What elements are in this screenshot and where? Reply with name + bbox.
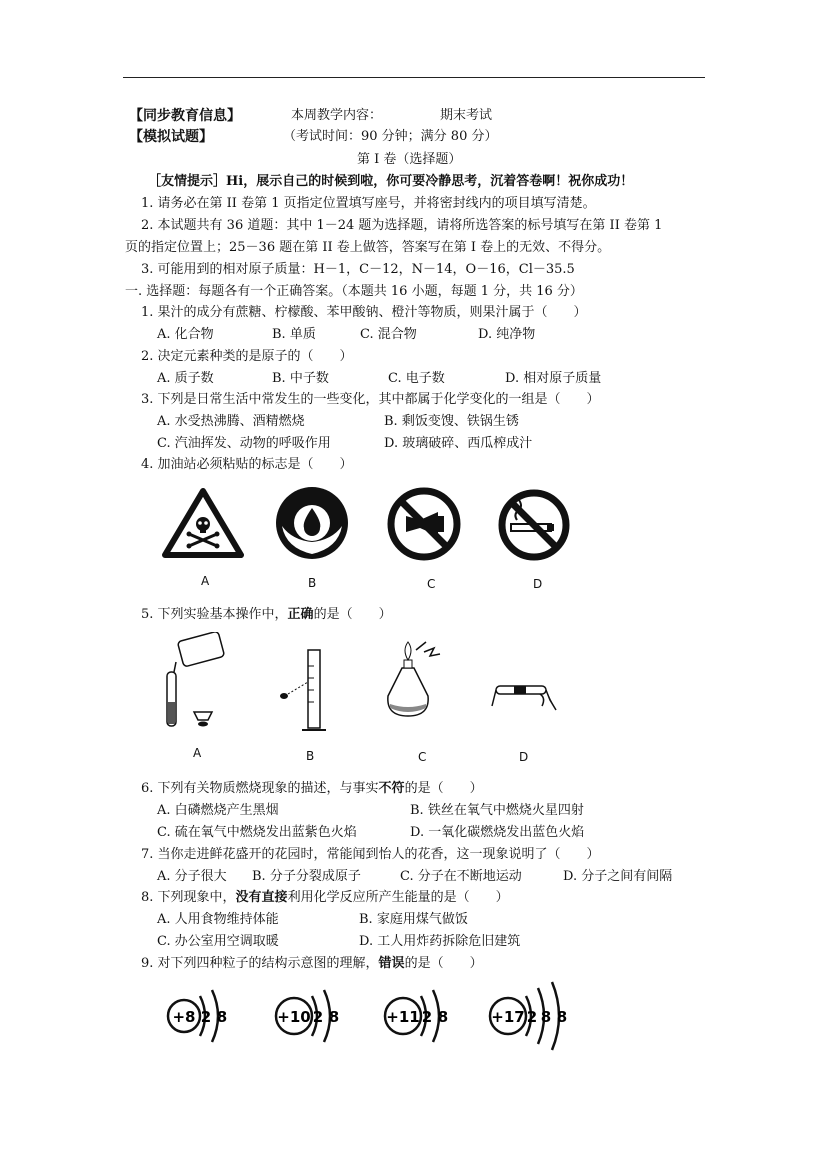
note-2-cont: 页的指定位置上；25－36 题在第 II 卷上做答，答案写在第 I 卷上的无效、不得分。 — [125, 240, 611, 255]
atom-0-shell-2: 8 — [216, 1008, 228, 1026]
q5-label-c: C — [418, 750, 427, 764]
q9-stem: 9. 对下列四种粒子的结构示意图的理解，错误的是（ ） — [141, 956, 483, 971]
q4-label-b: B — [308, 576, 317, 590]
q7-stem: 7. 当你走进鲜花盛开的花园时，常能闻到怡人的花香，这一现象说明了（ ） — [141, 847, 600, 862]
atom-3-shell-1: 2 — [526, 1008, 538, 1026]
atom-1-nucleus: +10 — [277, 1008, 311, 1026]
section-heading: 一. 选择题：每题各有一个正确答案。（本题共 16 小题，每题 1 分，共 16 分） — [125, 284, 583, 299]
volume-title: 第 I 卷（选择题） — [357, 152, 462, 167]
week-content-value: 期末考试 — [440, 108, 493, 123]
q4-label-a: A — [201, 574, 210, 588]
q5-label-d: D — [519, 750, 529, 764]
q3-option-b: B. 剩饭变馊、铁锅生锈 — [384, 414, 519, 429]
q4-label-c: C — [427, 577, 436, 591]
q4-stem: 4. 加油站必须粘贴的标志是（ ） — [141, 457, 353, 472]
q5-label-b: B — [306, 749, 315, 763]
atom-diagram-chloride-ion — [484, 974, 580, 1058]
atom-0-shell-1: 2 — [200, 1008, 212, 1026]
q3-option-a: A. 水受热沸腾、酒精燃烧 — [157, 414, 305, 429]
heating-tube-figure — [490, 676, 560, 718]
q8-option-d: D. 工人用炸药拆除危旧建筑 — [359, 934, 521, 949]
q8-option-b: B. 家庭用煤气做饭 — [359, 912, 468, 927]
q3-option-d: D. 玻璃破碎、西瓜榨成汁 — [384, 436, 533, 451]
atom-1-shell-2: 8 — [328, 1008, 340, 1026]
q5-emphasis: 正确 — [287, 607, 314, 622]
q7-option-c: C. 分子在不断地运动 — [400, 869, 522, 884]
q8-stem: 8. 下列现象中，没有直接利用化学反应所产生能量的是（ ） — [141, 890, 509, 905]
atom-2-shell-2: 8 — [437, 1008, 449, 1026]
q6-option-a: A. 白磷燃烧产生黑烟 — [157, 803, 279, 818]
q6-stem: 6. 下列有关物质燃烧现象的描述，与事实不符的是（ ） — [141, 781, 483, 796]
alcohol-lamp-figure — [380, 636, 448, 736]
q5-label-a: A — [193, 746, 202, 760]
q6-emphasis: 不符 — [378, 781, 405, 796]
q8-emphasis: 没有直接 — [235, 890, 288, 905]
q2-option-d: D. 相对原子质量 — [505, 371, 602, 386]
tag-sync: 【同步教育信息】 — [129, 108, 241, 124]
atom-diagram-sodium-ion — [377, 978, 463, 1056]
atom-3-shell-2: 8 — [540, 1008, 552, 1026]
no-honking-sign-icon — [384, 486, 464, 562]
q8-option-a: A. 人用食物维持体能 — [157, 912, 279, 927]
q7-option-d: D. 分子之间有间隔 — [563, 869, 673, 884]
q7-option-a: A. 分子很大 — [157, 869, 227, 884]
atom-diagram-oxygen — [160, 978, 242, 1056]
atom-3-shell-3: 8 — [556, 1008, 568, 1026]
poison-sign-icon — [162, 488, 244, 558]
q1-stem: 1. 果汁的成分有蔗糖、柠檬酸、苯甲酸钠、橙汁等物质，则果汁属于（ ） — [141, 305, 587, 320]
q2-option-a: A. 质子数 — [157, 371, 214, 386]
note-2: 2. 本试题共有 36 道题：其中 1－24 题为选择题，请将所选答案的标号填写在第 II 卷第 1 — [141, 218, 663, 233]
atom-2-nucleus: +11 — [386, 1008, 420, 1026]
week-content-label: 本周教学内容： — [291, 108, 383, 123]
note-3: 3. 可能用到的相对原子质量：H－1，C－12，N－14，O－16，Cl－35.5 — [141, 262, 575, 277]
top-rule — [123, 77, 705, 78]
atom-diagram-neon — [268, 978, 354, 1056]
q3-option-c: C. 汽油挥发、动物的呼吸作用 — [157, 436, 331, 451]
q7-option-b: B. 分子分裂成原子 — [252, 869, 361, 884]
q1-option-b: B. 单质 — [272, 327, 316, 342]
q3-stem: 3. 下列是日常生活中常发生的一些变化，其中都属于化学变化的一组是（ ） — [141, 392, 600, 407]
q4-label-d: D — [533, 577, 543, 591]
q6-option-d: D. 一氧化碳燃烧发出蓝色火焰 — [410, 825, 585, 840]
note-1: 1. 请务必在第 II 卷第 1 页指定位置填写座号，并将密封线内的项目填写清楚。 — [141, 196, 596, 211]
q8-option-c: C. 办公室用空调取暖 — [157, 934, 279, 949]
water-saving-sign-icon — [272, 484, 352, 562]
q5-stem: 5. 下列实验基本操作中，正确的是（ ） — [141, 607, 392, 622]
q6-option-b: B. 铁丝在氧气中燃烧火星四射 — [410, 803, 584, 818]
exam-meta: （考试时间：90 分钟；满分 80 分） — [283, 129, 498, 144]
reading-cylinder-figure — [272, 646, 332, 734]
atom-1-shell-1: 2 — [312, 1008, 324, 1026]
q1-option-c: C. 混合物 — [360, 327, 417, 342]
q1-option-a: A. 化合物 — [157, 327, 214, 342]
q6-option-c: C. 硫在氧气中燃烧发出蓝紫色火焰 — [157, 825, 357, 840]
atom-0-nucleus: +8 — [172, 1008, 196, 1026]
q2-stem: 2. 决定元素种类的是原子的（ ） — [141, 349, 353, 364]
no-smoking-sign-icon — [495, 488, 573, 562]
pouring-liquid-figure — [158, 632, 228, 732]
friendly-tip: ［友情提示］Hi，展示自己的时候到啦，你可要冷静思考，沉着答卷啊！祝你成功！ — [148, 174, 634, 189]
tag-mock: 【模拟试题】 — [129, 129, 213, 145]
q9-emphasis: 错误 — [378, 956, 405, 971]
atom-3-nucleus: +17 — [491, 1008, 525, 1026]
q1-option-d: D. 纯净物 — [478, 327, 536, 342]
q2-option-b: B. 中子数 — [272, 371, 329, 386]
q2-option-c: C. 电子数 — [388, 371, 445, 386]
atom-2-shell-1: 2 — [421, 1008, 433, 1026]
